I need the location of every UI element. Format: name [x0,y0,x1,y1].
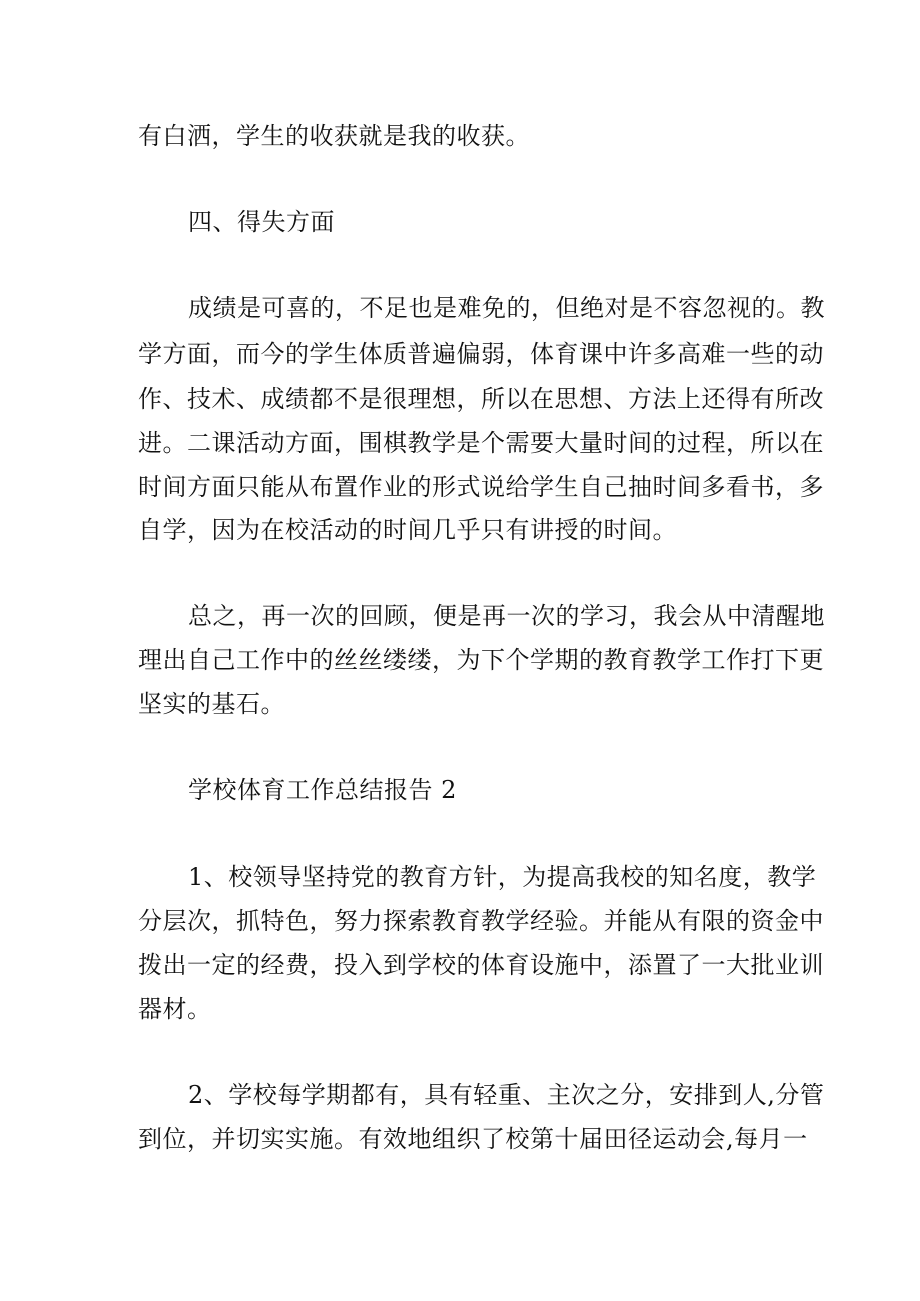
paragraph-line: 作、技术、成绩都不是很理想，所以在思想、方法上还得有所改 [138,385,824,413]
paragraph-line: 学方面，而今的学生体质普遍偏弱，体育课中许多高难一些的动 [138,340,824,368]
paragraph-line: 成绩是可喜的，不足也是难免的，但绝对是不容忽视的。教 [188,294,825,322]
section-heading: 四、得失方面 [188,208,335,236]
paragraph-line: 自学，因为在校活动的时间几乎只有讲授的时间。 [138,516,677,544]
report-title: 学校体育工作总结报告 2 [188,776,457,804]
paragraph-line: 分层次，抓特色，努力探索教育教学经验。并能从有限的资金中 [138,907,824,935]
paragraph-line: 1、校领导坚持党的教育方针，为提高我校的知名度，教学 [188,863,817,891]
paragraph-line: 2、学校每学期都有，具有轻重、主次之分，安排到人,分管 [188,1081,825,1109]
paragraph-line: 拨出一定的经费，投入到学校的体育设施中，添置了一大批业训 [138,951,824,979]
paragraph-line: 时间方面只能从布置作业的形式说给学生自己抽时间多看书，多 [138,473,824,501]
paragraph-line: 有白洒，学生的收获就是我的收获。 [138,122,530,150]
paragraph-line: 进。二课活动方面，围棋教学是个需要大量时间的过程，所以在 [138,429,824,457]
paragraph-line: 到位，并切实实施。有效地组织了校第十届田径运动会,每月一 [138,1125,808,1153]
paragraph-line: 总之，再一次的回顾，便是再一次的学习，我会从中清醒地 [188,602,825,630]
paragraph-line: 器材。 [138,995,212,1023]
paragraph-line: 理出自己工作中的丝丝缕缕，为下个学期的教育教学工作打下更 [138,646,824,674]
paragraph-line: 坚实的基石。 [138,690,285,718]
